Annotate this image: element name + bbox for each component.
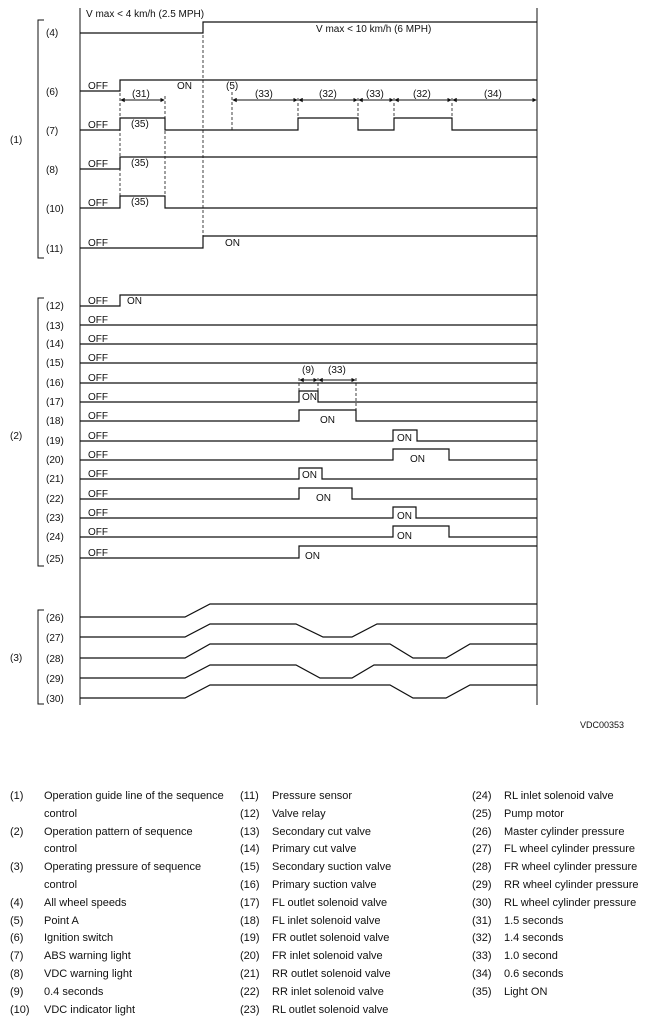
row-label-15: (15) (46, 358, 64, 369)
off-label-22: OFF (88, 489, 108, 500)
legend-num: (32) (472, 932, 492, 945)
legend-text: RL outlet solenoid valve (272, 1003, 389, 1016)
wave-30-rl-wheel-cyl (80, 685, 537, 698)
legend-num: (28) (472, 861, 492, 874)
row-label-18: (18) (46, 416, 64, 427)
row-label-17: (17) (46, 397, 64, 408)
legend-text: ABS warning light (44, 950, 131, 963)
legend-text: RL wheel cylinder pressure (504, 896, 637, 909)
legend-item (472, 877, 657, 895)
row-label-27: (27) (46, 633, 64, 644)
legend-num: (31) (472, 914, 492, 927)
wave-26-master-cyl (80, 604, 537, 617)
top-speed-note: V max < 4 km/h (2.5 MPH) (86, 9, 205, 20)
row-label-13: (13) (46, 321, 64, 332)
legend-text: FL wheel cylinder pressure (504, 843, 636, 856)
off-label-17: OFF (88, 392, 108, 403)
group-label-3: (3) (10, 653, 23, 664)
legend-item (240, 948, 465, 966)
legend-text: Pump motor (504, 807, 564, 820)
legend-text: 0.4 seconds (44, 985, 104, 998)
row-label-7: (7) (46, 126, 59, 137)
legend-column-2 (240, 788, 465, 1019)
row-label-10: (10) (46, 204, 64, 215)
on-label-20: ON (410, 454, 425, 465)
legend-num: (20) (240, 950, 260, 963)
interval-label-5: (5) (226, 81, 239, 92)
legend-text: Secondary cut valve (272, 825, 372, 838)
off-label-11: OFF (88, 238, 108, 249)
legend-num: (27) (472, 843, 492, 856)
legend-item (472, 824, 657, 842)
off-label-10: OFF (88, 198, 108, 209)
off-label-15: OFF (88, 353, 108, 364)
on-label-19: ON (397, 433, 412, 444)
interval-label-31: (31) (132, 89, 150, 100)
legend-text: Operation pattern of sequence control (44, 825, 193, 856)
wave-11-pressure-sensor (80, 236, 537, 248)
legend-num: (29) (472, 878, 492, 891)
legend-text: FR wheel cylinder pressure (504, 861, 638, 874)
legend-item (10, 1002, 225, 1020)
row-label-19: (19) (46, 436, 64, 447)
legend-num: (18) (240, 914, 260, 927)
legend-num: (12) (240, 807, 260, 820)
legend-text: Point A (44, 914, 79, 927)
legend-num: (10) (10, 1003, 30, 1016)
wave-28-fr-wheel-cyl (80, 644, 537, 658)
off-label-25: OFF (88, 548, 108, 559)
off-label-12: OFF (88, 296, 108, 307)
legend-text: 1.4 seconds (504, 932, 564, 945)
row-label-30: (30) (46, 694, 64, 705)
legend-item (10, 788, 225, 824)
legend-num: (17) (240, 896, 260, 909)
legend-text: Ignition switch (44, 932, 114, 945)
row-label-20: (20) (46, 455, 64, 466)
row-label-16: (16) (46, 378, 64, 389)
legend-item (240, 966, 465, 984)
wave-12-valve-relay (80, 295, 537, 306)
on-label-6: ON (177, 81, 192, 92)
row-label-23: (23) (46, 513, 64, 524)
interval-label-32b: (32) (413, 89, 431, 100)
legend-num: (2) (10, 825, 24, 838)
on-label-17: ON (302, 392, 317, 403)
legend-item (472, 895, 657, 913)
legend-item (240, 913, 465, 931)
legend-item (10, 930, 225, 948)
row-label-29: (29) (46, 674, 64, 685)
legend-num: (14) (240, 843, 260, 856)
off-label-20: OFF (88, 450, 108, 461)
interval-label-33a: (33) (255, 89, 273, 100)
legend-num: (4) (10, 896, 24, 909)
legend-item (472, 806, 657, 824)
legend-item (10, 913, 225, 931)
legend-item (472, 913, 657, 931)
off-label-16: OFF (88, 373, 108, 384)
off-label-7: OFF (88, 120, 108, 131)
wave-27-fl-wheel-cyl (80, 624, 537, 637)
legend-item (10, 984, 225, 1002)
legend-text: RR inlet solenoid valve (272, 985, 384, 998)
on-label-25: ON (305, 551, 320, 562)
legend-num: (34) (472, 967, 492, 980)
legend-text: Secondary suction valve (272, 861, 392, 874)
legend-item (472, 966, 657, 984)
legend-item (472, 788, 657, 806)
row-label-4: (4) (46, 28, 59, 39)
wave-24-rl-inlet (80, 526, 537, 537)
legend-item (240, 788, 465, 806)
wave-18-fl-inlet (80, 410, 537, 421)
on-label-11: ON (225, 238, 240, 249)
legend-text: Primary suction valve (272, 878, 377, 891)
legend-item (240, 824, 465, 842)
legend-text: All wheel speeds (44, 896, 127, 909)
legend-text: 0.6 seconds (504, 967, 564, 980)
legend-text: RR outlet solenoid valve (272, 967, 391, 980)
on-label-22: ON (316, 493, 331, 504)
off-label-24: OFF (88, 527, 108, 538)
legend-item (240, 895, 465, 913)
on-label-23: ON (397, 511, 412, 522)
legend-text: 1.5 seconds (504, 914, 564, 927)
row-label-26: (26) (46, 613, 64, 624)
off-label-6: OFF (88, 81, 108, 92)
legend-text: VDC indicator light (44, 1003, 136, 1016)
legend-num: (15) (240, 861, 260, 874)
off-label-18: OFF (88, 411, 108, 422)
legend-num: (6) (10, 932, 24, 945)
row-label-8: (8) (46, 165, 59, 176)
speed-limit-note: V max < 10 km/h (6 MPH) (316, 24, 432, 35)
group-label-2: (2) (10, 431, 23, 442)
legend-num: (23) (240, 1003, 260, 1016)
legend-num: (13) (240, 825, 260, 838)
off-label-23: OFF (88, 508, 108, 519)
legend-num: (22) (240, 985, 260, 998)
legend-text: Master cylinder pressure (504, 825, 625, 838)
legend-num: (3) (10, 861, 24, 874)
off-label-8: OFF (88, 159, 108, 170)
light-on-label-10: (35) (131, 197, 149, 208)
legend-item (240, 877, 465, 895)
legend-text: FL outlet solenoid valve (272, 896, 388, 909)
row-label-6: (6) (46, 87, 59, 98)
group-label-1: (1) (10, 135, 23, 146)
row-label-21: (21) (46, 474, 64, 485)
row-label-14: (14) (46, 339, 64, 350)
legend-num: (5) (10, 914, 24, 927)
legend-item (472, 948, 657, 966)
legend-num: (11) (240, 790, 259, 802)
legend-num: (30) (472, 896, 492, 909)
row-label-12: (12) (46, 301, 64, 312)
legend-item (240, 930, 465, 948)
legend-text: Light ON (504, 985, 548, 998)
legend-text: Pressure sensor (272, 790, 353, 802)
interval-label-9: (9) (302, 365, 315, 376)
legend-item (240, 984, 465, 1002)
legend-item (10, 859, 225, 895)
row-label-22: (22) (46, 494, 64, 505)
legend-item (240, 806, 465, 824)
legend-text: Operating pressure of sequence control (44, 861, 202, 891)
legend-item (240, 859, 465, 877)
wave-29-rr-wheel-cyl (80, 665, 537, 678)
group-bracket-1 (38, 20, 44, 258)
legend-num: (7) (10, 950, 24, 963)
group-bracket-3 (38, 610, 44, 704)
legend-num: (26) (472, 825, 492, 838)
wave-22-rr-inlet (80, 488, 537, 499)
legend-column-3 (472, 788, 657, 1002)
off-label-14: OFF (88, 334, 108, 345)
wave-4-wheel-speeds (80, 22, 537, 33)
interval-label-33b: (33) (366, 89, 384, 100)
legend-item (472, 859, 657, 877)
legend-text: FR outlet solenoid valve (272, 932, 390, 945)
interval-label-33c: (33) (328, 365, 346, 376)
off-label-21: OFF (88, 469, 108, 480)
legend-text: 1.0 second (504, 950, 558, 963)
legend-column-1 (10, 788, 225, 1019)
on-label-18: ON (320, 415, 335, 426)
wave-20-fr-inlet (80, 449, 537, 460)
legend-text: Valve relay (272, 807, 326, 820)
legend-num: (9) (10, 985, 24, 998)
legend-item (10, 948, 225, 966)
light-on-label-7: (35) (131, 119, 149, 130)
group-bracket-2 (38, 298, 44, 566)
legend-text: Primary cut valve (272, 843, 357, 856)
legend-item (240, 841, 465, 859)
legend-num: (8) (10, 967, 24, 980)
legend-item (10, 895, 225, 913)
row-label-11: (11) (46, 244, 64, 255)
legend-num: (1) (10, 790, 24, 802)
legend-text: FR inlet solenoid valve (272, 950, 383, 963)
wave-23-rl-outlet (80, 507, 537, 518)
row-label-25: (25) (46, 554, 64, 565)
legend-num: (33) (472, 950, 492, 963)
legend-text: RL inlet solenoid valve (504, 790, 614, 802)
legend-num: (21) (240, 967, 260, 980)
light-on-label-8: (35) (131, 158, 149, 169)
legend-item (472, 930, 657, 948)
legend-text: RR wheel cylinder pressure (504, 878, 639, 891)
off-label-13: OFF (88, 315, 108, 326)
legend-item (472, 984, 657, 1002)
figure-id: VDC00353 (580, 720, 625, 730)
legend-text: FL inlet solenoid valve (272, 914, 381, 927)
legend-text: VDC warning light (44, 967, 133, 980)
interval-label-32a: (32) (319, 89, 337, 100)
legend-num: (35) (472, 985, 492, 998)
legend-item (10, 966, 225, 984)
interval-label-34: (34) (484, 89, 502, 100)
legend-item (240, 1002, 465, 1020)
on-label-12: ON (127, 296, 142, 307)
legend-text: Operation guide line of the sequence control (44, 790, 224, 820)
legend-item (472, 841, 657, 859)
off-label-19: OFF (88, 431, 108, 442)
on-label-21: ON (302, 470, 317, 481)
legend-item (10, 824, 225, 860)
legend-num: (25) (472, 807, 492, 820)
legend-num: (16) (240, 878, 260, 891)
wave-19-fr-outlet (80, 430, 537, 441)
row-label-28: (28) (46, 654, 64, 665)
legend-num: (24) (472, 790, 492, 802)
row-label-24: (24) (46, 532, 64, 543)
on-label-24: ON (397, 531, 412, 542)
legend-num: (19) (240, 932, 260, 945)
